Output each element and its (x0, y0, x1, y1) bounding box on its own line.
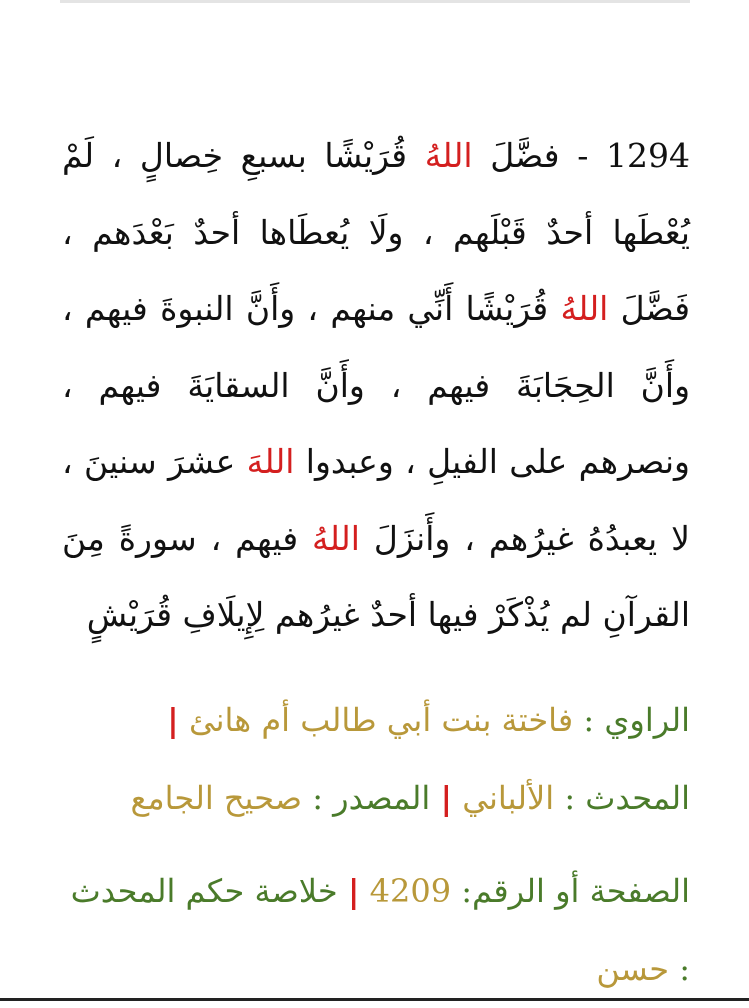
separator: | (440, 779, 453, 817)
hadith-dash: - (577, 136, 589, 175)
source-value: صحيح الجامع (130, 779, 303, 817)
hadith-number: 1294 (606, 136, 690, 175)
separator: | (347, 872, 360, 910)
ruling-label: خلاصة حكم المحدث : (70, 872, 690, 988)
hadith-part-5: فيهم ، سورةً مِنَ القرآنِ لم يُذْكَرْ فيها أحدٌ غيرُهم لِإِيلَافِ قُرَيْشٍ (62, 518, 690, 634)
narration-details (62, 681, 690, 837)
divine-name-4: اللهُ (312, 518, 360, 558)
hadith-part-2: قُرَيْشًا بسبعِ خِصالٍ ، لَمْ يُعْطَها أحدٌ قَبْلَهم ، ولَا يُعطَاها أحدٌ بَعْدَهم ، فَضَّلَ (62, 136, 691, 328)
hadith-text (62, 118, 690, 654)
page-label: الصفحة أو الرقم: (461, 872, 690, 910)
ruling-value: حسن (596, 950, 670, 988)
divine-name-1: اللهُ (424, 136, 473, 175)
narrator-value: فاختة بنت أبي طالب أم هانئ (188, 701, 574, 739)
page-value: 4209 (369, 872, 452, 910)
separator: | (167, 701, 179, 739)
narrator-label: الراوي : (583, 701, 690, 739)
grading-details (62, 852, 690, 1008)
hadith-part-4: عشرَ سنينَ ، لا يعبدُهُ غيرُهم ، وأَنزَلَ (62, 442, 691, 558)
source-label: المصدر : (312, 779, 431, 817)
divine-name-3: اللهَ (246, 442, 295, 481)
top-divider (60, 0, 690, 3)
hadith-part-1: فضَّلَ (490, 136, 560, 175)
scholar-label: المحدث : (564, 779, 690, 817)
divine-name-2: اللهُ (560, 289, 609, 328)
hadith-part-3: قُرَيْشًا أَنِّي منهم ، وأَنَّ النبوةَ فيهم ، وأَنَّ الحِجَابَةَ فيهم ، وأَنَّ السقايَةَ فيهم ، ونصرهم على الفيلِ ، وعبدوا (62, 289, 690, 481)
scholar-value: الألباني (462, 779, 555, 817)
